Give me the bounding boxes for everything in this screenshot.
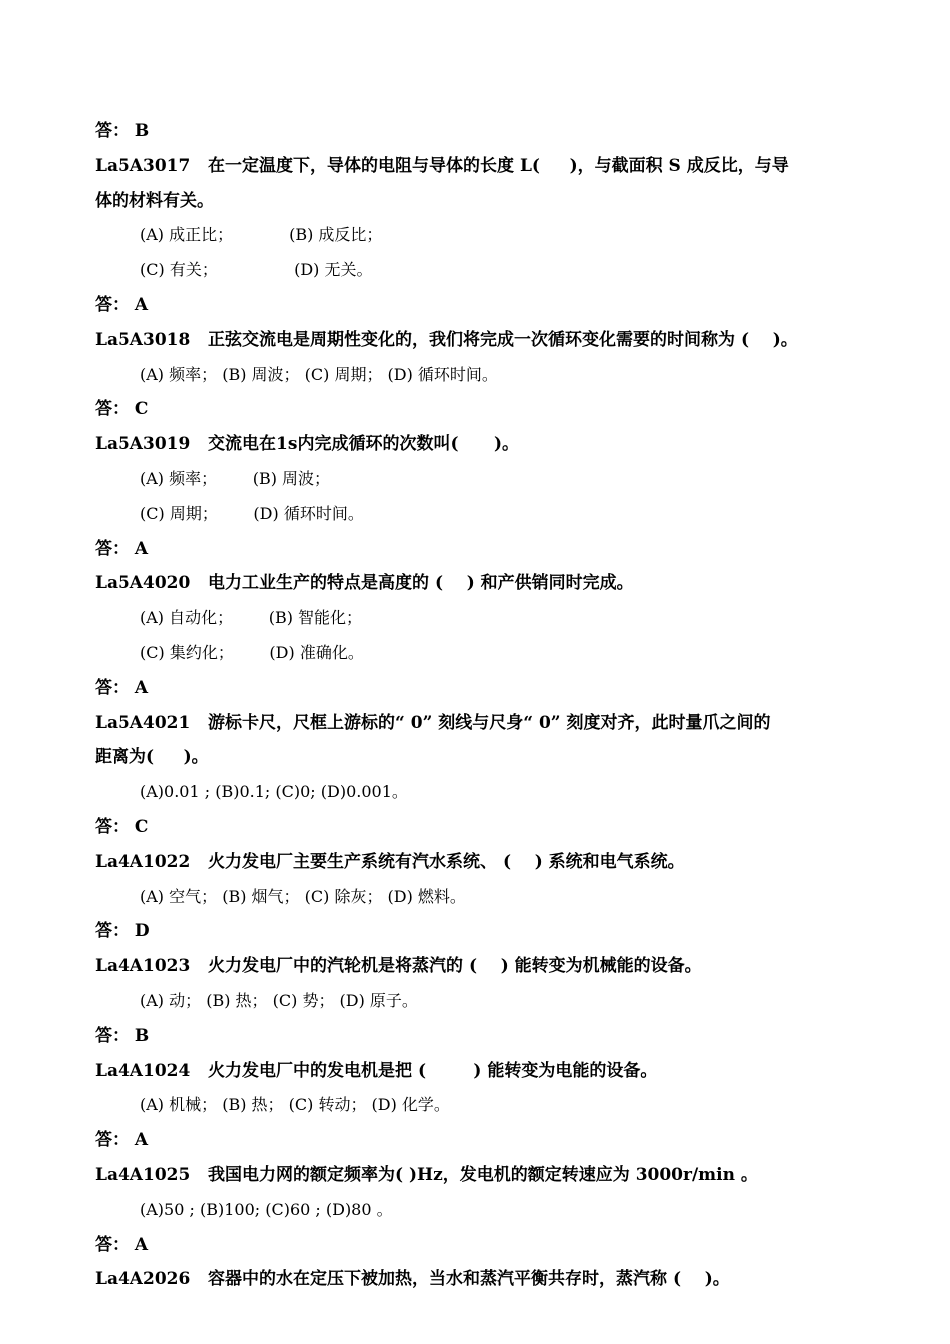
answer-line: 答： C — [95, 816, 149, 837]
answer-line: 答： A — [95, 538, 149, 559]
answer-line: 答： B — [95, 121, 150, 141]
question-line: La5A3019 交流电在1s内完成循环的次数叫( )。 — [95, 434, 520, 455]
option-line: (A) 频率； (B) 周波； — [140, 468, 331, 488]
answer-line: 答： B — [95, 1025, 150, 1046]
document-page — [95, 114, 885, 1297]
answer-line: 答： A — [95, 1234, 149, 1255]
question-line: La4A1022 火力发电厂主要生产系统有汽水系统、 ( ) 系统和电气系统。 — [95, 851, 685, 872]
option-line: (C) 集约化； (D) 准确化。 — [140, 642, 364, 662]
option-line: (A) 空气； (B) 烟气； (C) 除灰； (D) 燃料。 — [140, 886, 466, 906]
option-line: (C) 周期； (D) 循环时间。 — [140, 503, 364, 523]
answer-line: 答： A — [95, 294, 149, 315]
answer-line: 答： D — [95, 921, 150, 942]
question-line: La4A1023 火力发电厂中的汽轮机是将蒸汽的 ( ) 能转变为机械能的设备。 — [95, 956, 702, 977]
question-line: La4A2026 容器中的水在定压下被加热，当水和蒸汽平衡共存时，蒸汽称 ( )。 — [95, 1269, 730, 1290]
option-line: (A) 自动化； (B) 智能化； — [140, 608, 363, 628]
question-line: 距离为( )。 — [95, 747, 209, 768]
question-line: La4A1024 火力发电厂中的发电机是把 ( ) 能转变为电能的设备。 — [95, 1060, 658, 1081]
question-line: La4A1025 我国电力网的额定频率为( )Hz，发电机的额定转速应为 3000r/min 。 — [95, 1164, 758, 1185]
answer-line: 答： C — [95, 399, 149, 420]
answer-line: 答： A — [95, 677, 149, 698]
option-line: (A) 动； (B) 热； (C) 势； (D) 原子。 — [140, 990, 418, 1010]
question-line: La5A4021 游标卡尺，尺框上游标的“ 0” 刻线与尺身“ 0” 刻度对齐，此时量爪之间的 — [95, 712, 771, 733]
option-line: (A) 机械； (B) 热； (C) 转动； (D) 化学。 — [140, 1095, 450, 1115]
option-line: (A)50 ; (B)100; (C)60 ; (D)80 。 — [140, 1199, 393, 1219]
option-line: (A) 成正比； (B) 成反比； — [140, 225, 383, 245]
question-line: La5A4020 电力工业生产的特点是高度的 ( ) 和产供销同时完成。 — [95, 573, 634, 594]
option-line: (A) 频率； (B) 周波； (C) 周期； (D) 循环时间。 — [140, 364, 498, 384]
option-line: (C) 有关； (D) 无关。 — [140, 260, 373, 280]
question-line: 体的材料有关。 — [95, 190, 214, 211]
question-line: La5A3017 在一定温度下，导体的电阻与导体的长度 L( )，与截面积 S 成反比，与导 — [95, 155, 789, 176]
option-line: (A)0.01 ; (B)0.1; (C)0; (D)0.001。 — [140, 782, 408, 802]
question-line: La5A3018 正弦交流电是周期性变化的，我们将完成一次循环变化需要的时间称为 ( )。 — [95, 329, 798, 350]
answer-line: 答： A — [95, 1130, 149, 1151]
